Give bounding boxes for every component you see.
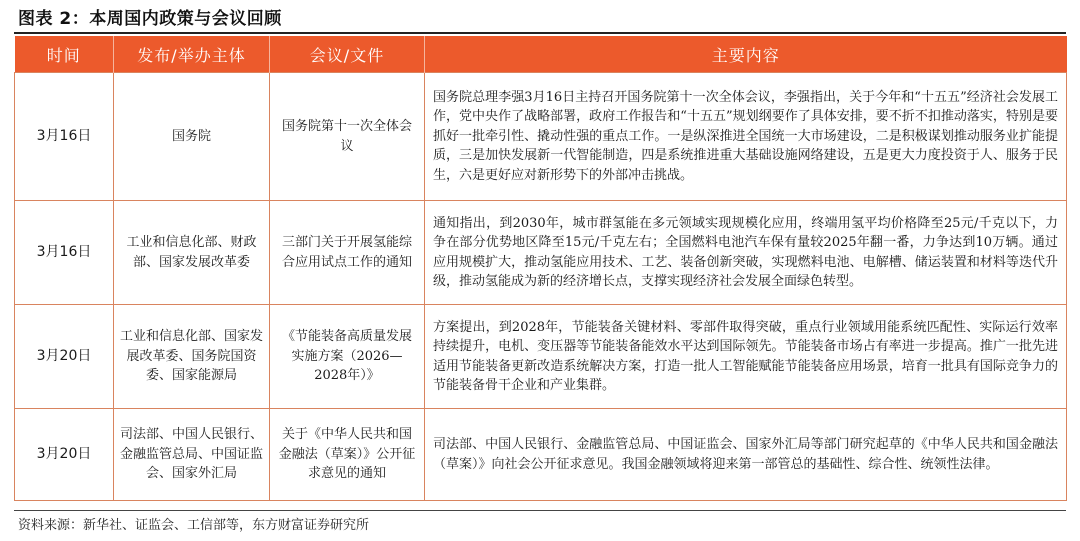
- cell-org: 国务院: [114, 73, 270, 201]
- cell-content: 通知指出，到2030年，城市群氢能在多元领域实现规模化应用，终端用氢平均价格降至25元/千克以下，力争在部分优势地区降至15元/千克左右；全国燃料电池汽车保有量较2025年翻一番，力争达到10万辆。通过应用规模扩大，推动氢能应用技术、工艺、装备创新突破，实现燃料电池、电解槽、储运装置和材料等迭代升级，推动氢能成为新的经济增长点，支撑实现经济社会发展全面绿色转型。: [425, 201, 1067, 305]
- cell-date: 3月20日: [15, 305, 114, 409]
- title-divider: [14, 32, 1066, 34]
- table-row: [15, 73, 1067, 201]
- cell-date: 3月16日: [15, 73, 114, 201]
- cell-doc: 三部门关于开展氢能综合应用试点工作的通知: [270, 201, 425, 305]
- cell-org: 工业和信息化部、财政部、国家发展改革委: [114, 201, 270, 305]
- table-row: [15, 305, 1067, 409]
- cell-doc: 关于《中华人民共和国金融法（草案）》公开征求意见的通知: [270, 409, 425, 501]
- bottom-divider: [14, 510, 1066, 511]
- cell-date: 3月20日: [15, 409, 114, 501]
- cell-content: 方案提出，到2028年，节能装备关键材料、零部件取得突破，重点行业领域用能系统匹配性、实际运行效率持续提升，电机、变压器等节能装备能效水平达到国际领先。节能装备市场占有率进一步提高。推广一批先进适用节能装备更新改造系统解决方案，打造一批人工智能赋能节能装备应用场景，培育一批具有国际竞争力的节能装备骨干企业和产业集群。: [425, 305, 1067, 409]
- header-org: 发布/举办主体: [114, 36, 270, 73]
- cell-content: 司法部、中国人民银行、金融监管总局、中国证监会、国家外汇局等部门研究起草的《中华人民共和国金融法（草案）》向社会公开征求意见。我国金融领域将迎来第一部管总的基础性、综合性、统领性法律。: [425, 409, 1067, 501]
- table-row: [15, 201, 1067, 305]
- cell-content: 国务院总理李强3月16日主持召开国务院第十一次全体会议，李强指出，关于今年和“十五五”经济社会发展工作，党中央作了战略部署，政府工作报告和“十五五”规划纲要作了具体安排，要不折不扣推动落实，特别是要抓好一批牵引性、撬动性强的重点工作。一是纵深推进全国统一大市场建设，二是积极谋划推动服务业扩能提质，三是加快发展新一代智能制造，四是系统推进重大基础设施网络建设，五是更大力度投资于人、服务于民生，六是更好应对新形势下的外部冲击挑战。: [425, 73, 1067, 201]
- header-doc: 会议/文件: [270, 36, 425, 73]
- header-date: 时间: [15, 36, 114, 73]
- table-row: [15, 409, 1067, 501]
- figure-title: 图表 2：本周国内政策与会议回顾: [18, 9, 282, 29]
- cell-org: 工业和信息化部、国家发展改革委、国务院国资委、国家能源局: [114, 305, 270, 409]
- cell-doc: 国务院第十一次全体会议: [270, 73, 425, 201]
- source-note: 资料来源：新华社、证监会、工信部等，东方财富证券研究所: [18, 518, 370, 533]
- cell-date: 3月16日: [15, 201, 114, 305]
- cell-doc: 《节能装备高质量发展实施方案（2026—2028年）》: [270, 305, 425, 409]
- header-content: 主要内容: [425, 36, 1067, 73]
- cell-org: 司法部、中国人民银行、金融监管总局、中国证监会、国家外汇局: [114, 409, 270, 501]
- table-header-row: [15, 36, 1067, 73]
- policy-table: [14, 36, 1067, 501]
